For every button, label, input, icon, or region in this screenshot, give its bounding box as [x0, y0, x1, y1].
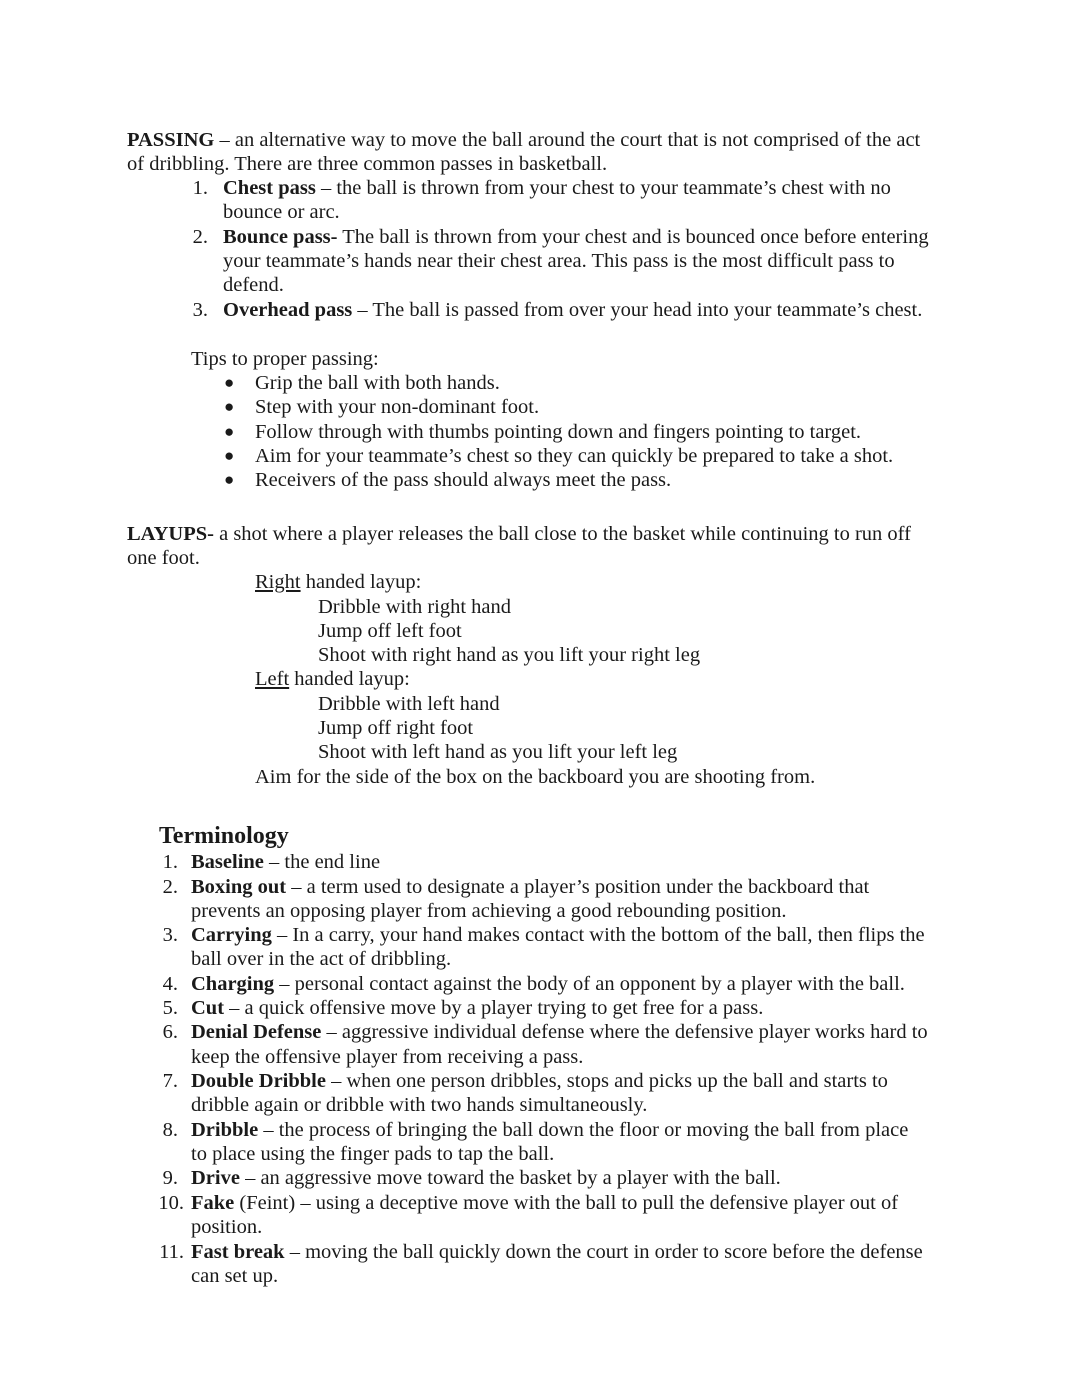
term-number: 4.	[162, 973, 178, 995]
term-number: 5.	[162, 997, 178, 1019]
tip-item: Grip the ball with both hands.	[255, 372, 500, 394]
term-line: Drive – an aggressive move toward the basket by a player with the ball.	[191, 1167, 781, 1189]
layups-term: LAYUPS-	[127, 523, 214, 545]
bullet-icon: ●	[224, 373, 235, 392]
tip-item: Step with your non-dominant foot.	[255, 396, 540, 418]
layup-step: Jump off left foot	[318, 620, 462, 642]
term-line: Dribble – the process of bringing the ball down the floor or moving the ball from place	[191, 1119, 909, 1141]
bullet-icon: ●	[224, 470, 235, 489]
bounce-pass-line-3: defend.	[223, 274, 284, 296]
layup-step: Shoot with right hand as you lift your right leg	[318, 644, 701, 666]
tip-item: Follow through with thumbs pointing down and fingers pointing to target.	[255, 421, 862, 443]
tip-item: Receivers of the pass should always meet the pass.	[255, 469, 672, 491]
pass-number: 1.	[192, 177, 208, 199]
layup-aim: Aim for the side of the box on the backboard you are shooting from.	[255, 766, 816, 788]
right-layup-heading: Right handed layup:	[255, 571, 422, 593]
layup-step: Dribble with left hand	[318, 693, 500, 715]
term-number: 8.	[162, 1119, 178, 1141]
bullet-icon: ●	[224, 397, 235, 416]
term-line: Charging – personal contact against the body of an opponent by a player with the ball.	[191, 973, 905, 995]
passing-intro-line-1: PASSING – an alternative way to move the ball around the court that is not comprised of the act	[127, 129, 921, 151]
term-number: 2.	[162, 876, 178, 898]
term-line: Cut – a quick offensive move by a player trying to get free for a pass.	[191, 997, 764, 1019]
term-line-continued: to place using the finger pads to tap the ball.	[191, 1143, 555, 1165]
term-line: Denial Defense – aggressive individual defense where the defensive player works hard to	[191, 1021, 928, 1043]
bounce-pass-line-2: your teammate’s hands near their chest area. This pass is the most difficult pass to	[223, 250, 895, 272]
term-number: 1.	[162, 851, 178, 873]
term-line: Boxing out – a term used to designate a player’s position under the backboard that	[191, 876, 870, 898]
term-line: Fast break – moving the ball quickly down the court in order to score before the defense	[191, 1241, 923, 1263]
term-line: Fake (Feint) – using a deceptive move with the ball to pull the defensive player out of	[191, 1192, 899, 1214]
term-number: 3.	[162, 924, 178, 946]
layups-intro-line-2: one foot.	[127, 547, 200, 569]
tip-item: Aim for your teammate’s chest so they can quickly be prepared to take a shot.	[255, 445, 894, 467]
pass-number: 2.	[192, 226, 208, 248]
passing-intro-line-2: of dribbling. There are three common passes in basketball.	[127, 153, 608, 175]
overhead-pass-line-1: Overhead pass – The ball is passed from over your head into your teammate’s chest.	[223, 299, 923, 321]
term-line-continued: dribble again or dribble with two hands simultaneously.	[191, 1094, 648, 1116]
term-number: 10.	[158, 1192, 184, 1214]
tips-title: Tips to proper passing:	[191, 348, 379, 370]
layup-step: Dribble with right hand	[318, 596, 512, 618]
layup-step: Jump off right foot	[318, 717, 474, 739]
term-line-continued: keep the offensive player from receiving a pass.	[191, 1046, 584, 1068]
bullet-icon: ●	[224, 446, 235, 465]
layups-intro-line-1: LAYUPS- a shot where a player releases the ball close to the basket while continuing to run off	[127, 523, 911, 545]
term-number: 7.	[162, 1070, 178, 1092]
term-line-continued: position.	[191, 1216, 263, 1238]
term-line: Baseline – the end line	[191, 851, 381, 873]
bullet-icon: ●	[224, 422, 235, 441]
chest-pass-line-2: bounce or arc.	[223, 201, 340, 223]
layup-step: Shoot with left hand as you lift your left leg	[318, 741, 678, 763]
bounce-pass-line-1: Bounce pass- The ball is thrown from your chest and is bounced once before entering	[223, 226, 929, 248]
left-layup-heading: Left handed layup:	[255, 668, 410, 690]
term-number: 11.	[159, 1241, 184, 1263]
term-line-continued: can set up.	[191, 1265, 279, 1287]
term-line: Carrying – In a carry, your hand makes contact with the bottom of the ball, then flips the	[191, 924, 925, 946]
term-number: 6.	[162, 1021, 178, 1043]
term-line-continued: prevents an opposing player from achieving a good rebounding position.	[191, 900, 787, 922]
chest-pass-line-1: Chest pass – the ball is thrown from your chest to your teammate’s chest with no	[223, 177, 891, 199]
passing-term: PASSING	[127, 129, 215, 151]
pass-number: 3.	[192, 299, 208, 321]
term-line: Double Dribble – when one person dribbles, stops and picks up the ball and starts to	[191, 1070, 888, 1092]
term-number: 9.	[162, 1167, 178, 1189]
terminology-heading: Terminology	[159, 823, 289, 849]
term-line-continued: ball over in the act of dribbling.	[191, 948, 452, 970]
